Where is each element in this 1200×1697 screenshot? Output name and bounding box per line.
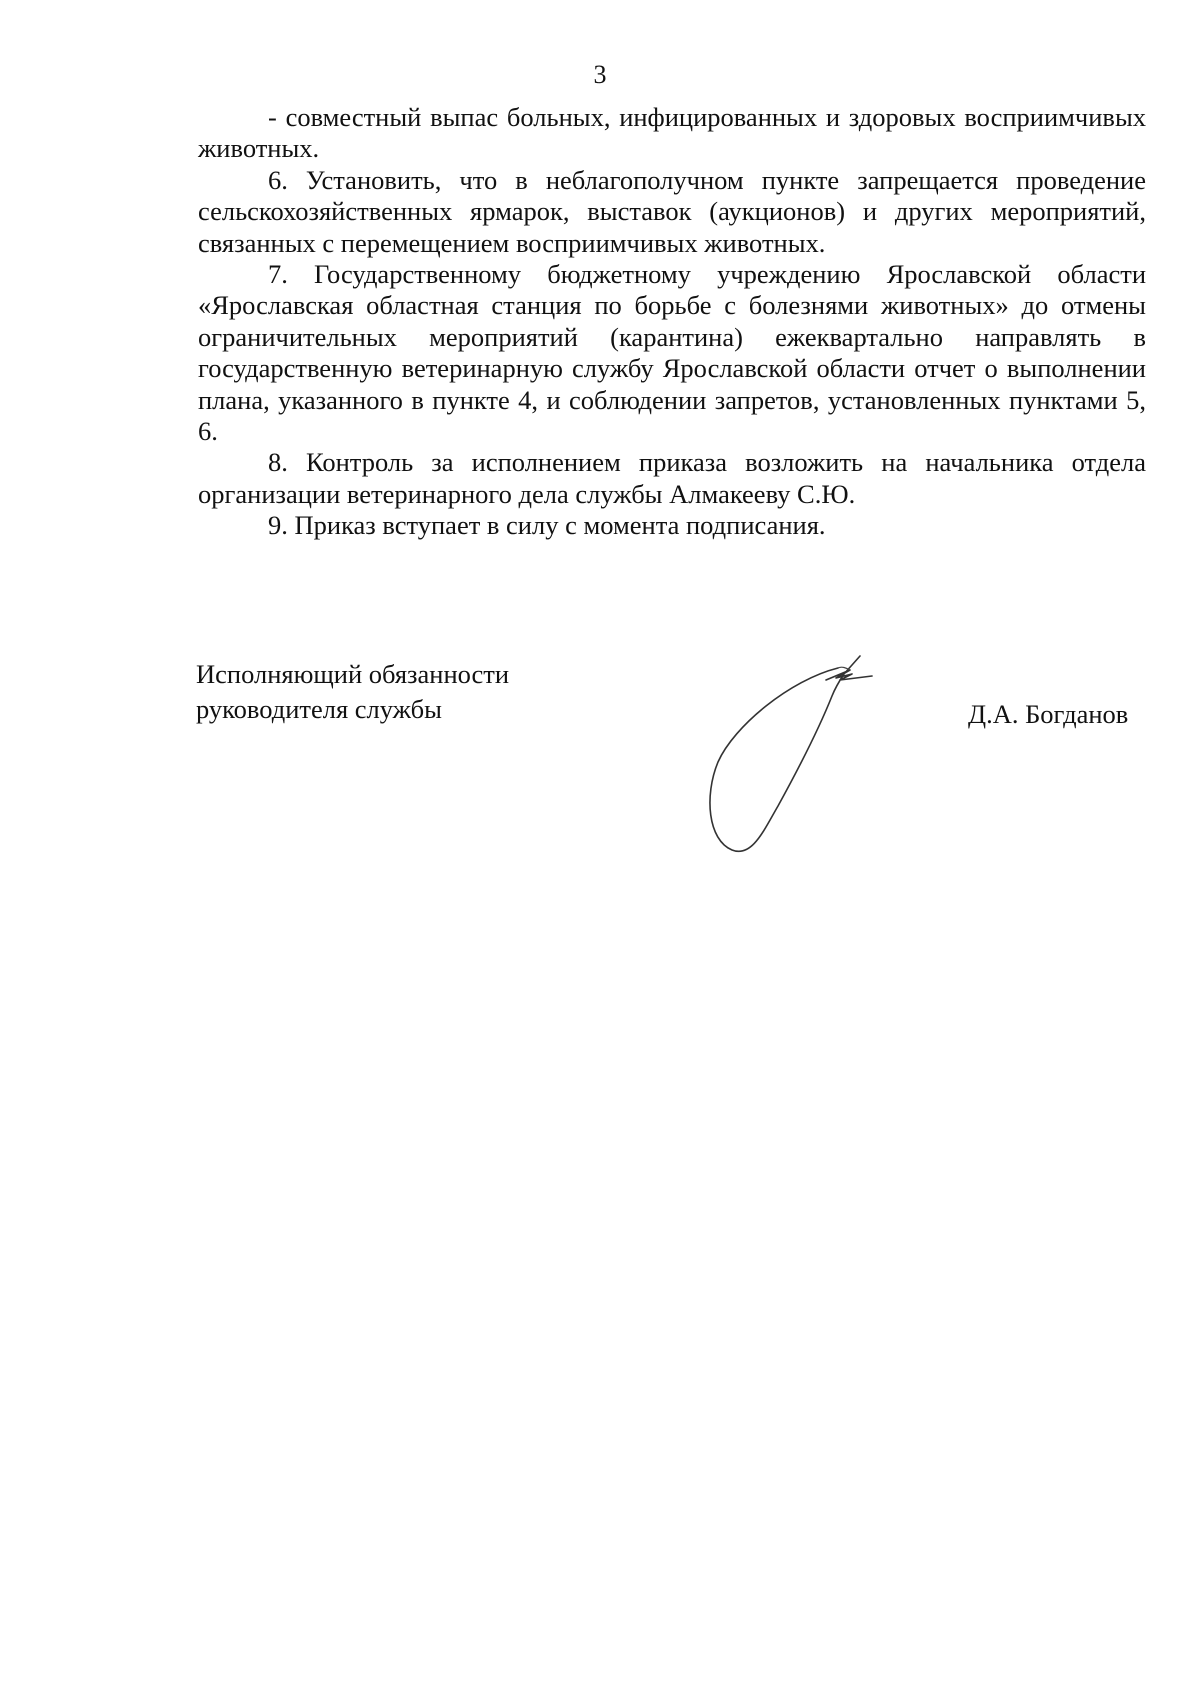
handwritten-signature — [700, 640, 940, 870]
paragraph-item-joint-grazing: - совместный выпас больных, инфицированных и здоровых восприимчивых животных. — [198, 102, 1146, 164]
signatory-title-line-2: руководителя службы — [196, 694, 442, 724]
document-body — [198, 102, 1146, 542]
paragraph-8-control: 8. Контроль за исполнением приказа возложить на начальника отдела организации ветеринарного дела службы Алмакееву С.Ю. — [198, 447, 1146, 509]
paragraph-6-fair-ban: 6. Установить, что в неблагополучном пункте запрещается проведение сельскохозяйственных ярмарок, выставок (аукционов) и других мероприятий, связанных с перемещением восприимчивых животных. — [198, 164, 1146, 258]
signatory-title — [196, 657, 509, 727]
paragraph-9-effective-date: 9. Приказ вступает в силу с момента подписания. — [268, 510, 826, 541]
page-number: 3 — [593, 60, 607, 89]
signatory-title-line-1: Исполняющий обязанности — [196, 659, 510, 689]
paragraph-7-reporting: 7. Государственному бюджетному учреждению Ярославской области «Ярославская областная станция по борьбе с болезнями животных» до отмены ограничительных мероприятий (карантина) ежеквартально направлять в государственную ветеринарную службу Ярославской области отчет о выполнении плана, указанного в пункте 4, и соблюдении запретов, установленных пунктами 5, 6. — [198, 259, 1146, 447]
signatory-name: Д.А. Богданов — [968, 699, 1129, 729]
